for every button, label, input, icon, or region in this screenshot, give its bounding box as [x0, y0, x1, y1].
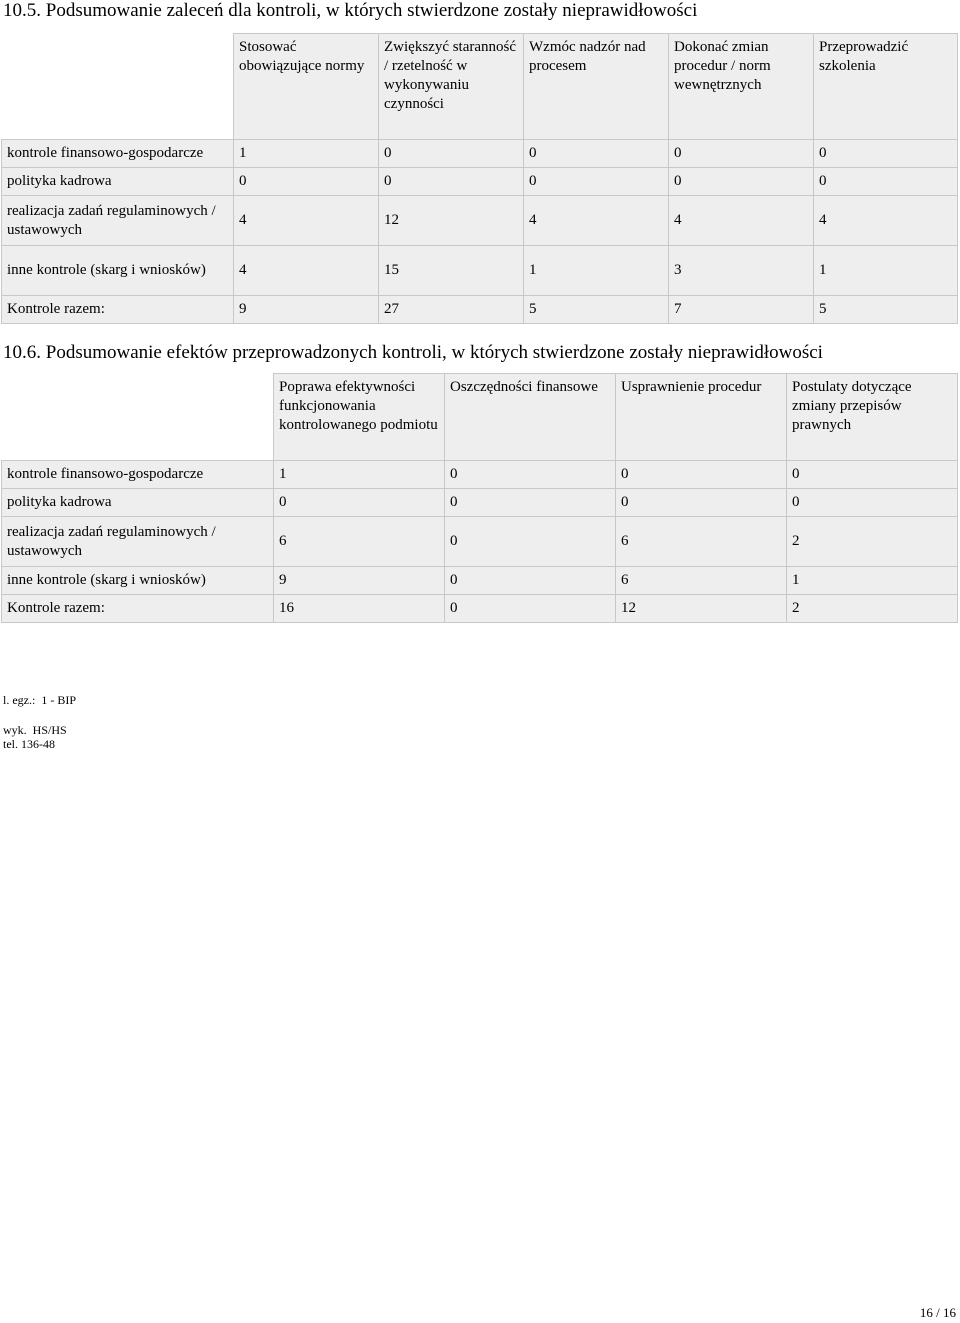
table-cell: 4	[524, 196, 669, 246]
table-cell: 0	[814, 140, 958, 168]
total-cell: 5	[814, 296, 958, 324]
row-label: inne kontrole (skarg i wniosków)	[2, 246, 234, 296]
column-header: Oszczędności finansowe	[445, 374, 616, 461]
total-cell: 5	[524, 296, 669, 324]
column-header: Przeprowadzić szkolenia	[814, 34, 958, 140]
table-cell: 15	[379, 246, 524, 296]
total-cell: 12	[616, 595, 787, 623]
row-label: realizacja zadań regulaminowych / ustawowych	[2, 196, 234, 246]
header-corner	[2, 374, 274, 461]
table-cell: 0	[524, 140, 669, 168]
table-cell: 12	[379, 196, 524, 246]
table-cell: 2	[787, 517, 958, 567]
table-cell: 1	[524, 246, 669, 296]
total-label: Kontrole razem:	[2, 296, 234, 324]
table-cell: 3	[669, 246, 814, 296]
table-row	[2, 246, 958, 296]
table-cell: 1	[234, 140, 379, 168]
total-cell: 7	[669, 296, 814, 324]
table-cell: 0	[445, 461, 616, 489]
table-cell: 0	[445, 517, 616, 567]
column-header: Postulaty dotyczące zmiany przepisów prawnych	[787, 374, 958, 461]
table-row	[2, 168, 958, 196]
table-cell: 6	[616, 517, 787, 567]
table-row	[2, 517, 958, 567]
section-title-10-5: 10.5. Podsumowanie zaleceń dla kontroli, w których stwierdzone zostały nieprawidłowości	[3, 0, 698, 21]
table-cell: 1	[787, 567, 958, 595]
table-row	[2, 489, 958, 517]
table-header-row	[2, 34, 958, 140]
table-cell: 0	[379, 140, 524, 168]
table-cell: 4	[814, 196, 958, 246]
table-cell: 0	[669, 140, 814, 168]
table-cell: 6	[616, 567, 787, 595]
page-number: 16 / 16	[919, 1305, 956, 1320]
phone-note: tel. 136-48	[3, 737, 55, 751]
table-cell: 9	[274, 567, 445, 595]
table-row	[2, 567, 958, 595]
table-cell: 0	[379, 168, 524, 196]
header-corner	[2, 34, 234, 140]
row-label: polityka kadrowa	[2, 489, 274, 517]
table-cell: 0	[616, 461, 787, 489]
column-header: Zwiększyć staranność / rzetelność w wykonywaniu czynności	[379, 34, 524, 140]
table-cell: 0	[669, 168, 814, 196]
author-note: wyk. HS/HS	[3, 723, 67, 737]
table-cell: 4	[669, 196, 814, 246]
effects-table	[1, 373, 958, 623]
table-row	[2, 140, 958, 168]
table-cell: 0	[524, 168, 669, 196]
total-cell: 2	[787, 595, 958, 623]
row-label: realizacja zadań regulaminowych / ustawowych	[2, 517, 274, 567]
section-title-10-6: 10.6. Podsumowanie efektów przeprowadzonych kontroli, w których stwierdzone zostały nieprawidłowości	[3, 342, 823, 363]
total-cell: 9	[234, 296, 379, 324]
total-cell: 27	[379, 296, 524, 324]
table-cell: 0	[787, 489, 958, 517]
recommendations-table	[1, 33, 958, 324]
table-cell: 0	[274, 489, 445, 517]
table-cell: 0	[814, 168, 958, 196]
column-header: Dokonać zmian procedur / norm wewnętrznych	[669, 34, 814, 140]
table-cell: 0	[787, 461, 958, 489]
column-header: Wzmóc nadzór nad procesem	[524, 34, 669, 140]
column-header: Usprawnienie procedur	[616, 374, 787, 461]
copies-note: l. egz.: 1 - BIP	[3, 693, 76, 707]
row-label: polityka kadrowa	[2, 168, 234, 196]
table-cell: 0	[445, 489, 616, 517]
table-cell: 4	[234, 246, 379, 296]
total-label: Kontrole razem:	[2, 595, 274, 623]
table-cell: 6	[274, 517, 445, 567]
table-row	[2, 461, 958, 489]
total-row	[2, 296, 958, 324]
column-header: Stosować obowiązujące normy	[234, 34, 379, 140]
table-cell: 0	[616, 489, 787, 517]
row-label: inne kontrole (skarg i wniosków)	[2, 567, 274, 595]
table-cell: 1	[274, 461, 445, 489]
total-cell: 16	[274, 595, 445, 623]
table-cell: 4	[234, 196, 379, 246]
row-label: kontrole finansowo-gospodarcze	[2, 140, 234, 168]
total-cell: 0	[445, 595, 616, 623]
column-header: Poprawa efektywności funkcjonowania kontrolowanego podmiotu	[274, 374, 445, 461]
table-cell: 0	[234, 168, 379, 196]
table-row	[2, 196, 958, 246]
total-row	[2, 595, 958, 623]
table-cell: 0	[445, 567, 616, 595]
table-cell: 1	[814, 246, 958, 296]
row-label: kontrole finansowo-gospodarcze	[2, 461, 274, 489]
table-header-row	[2, 374, 958, 461]
